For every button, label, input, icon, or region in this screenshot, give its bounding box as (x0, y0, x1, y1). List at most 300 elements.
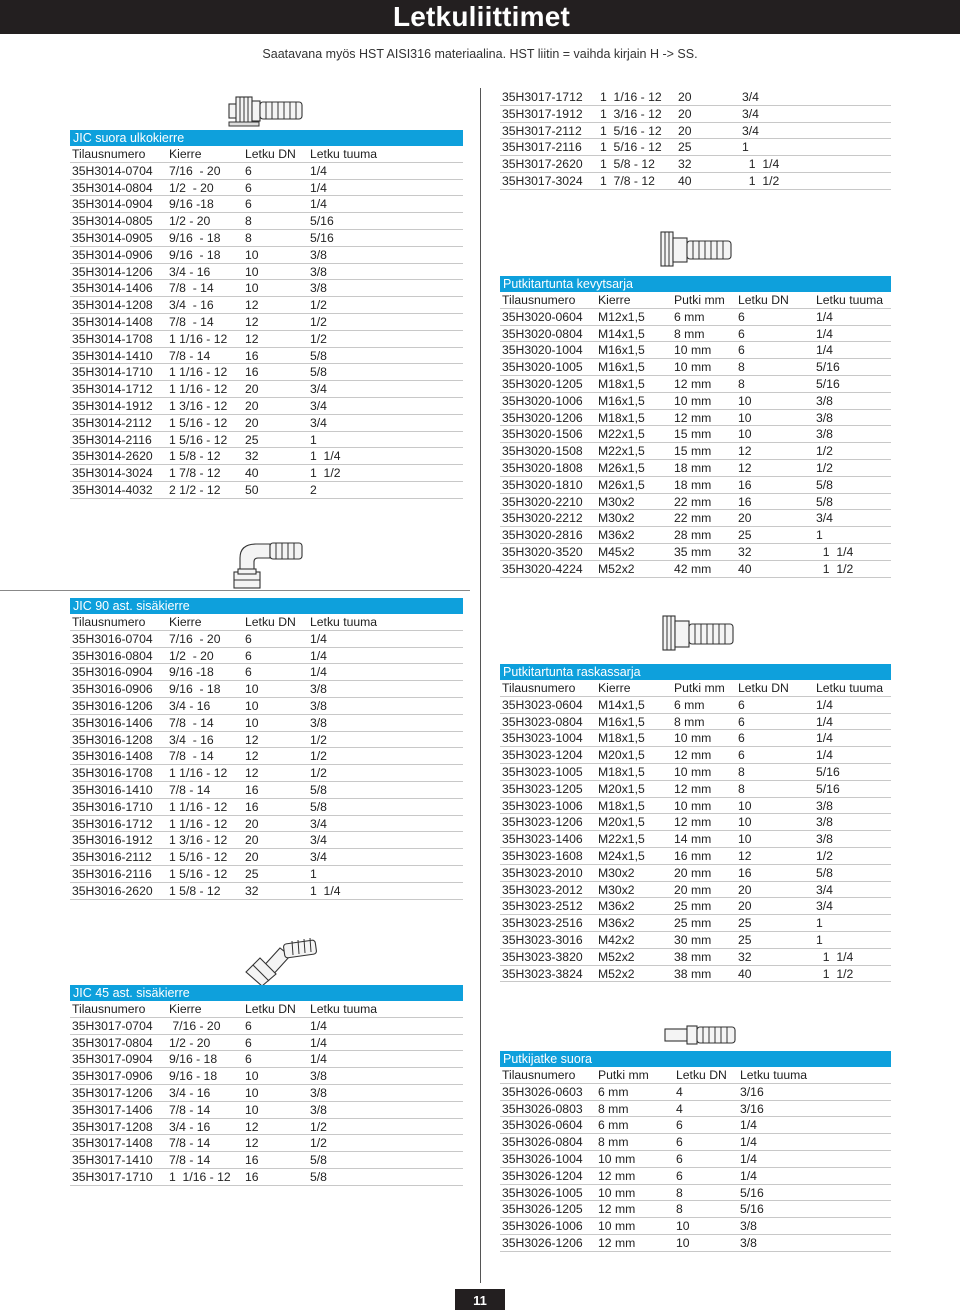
table-cell: 20 (245, 816, 259, 831)
table-cell: 35H3023-1206 (502, 815, 583, 830)
table-cell: 35H3017-1712 (502, 90, 583, 104)
table-cell: M16x1,5 (598, 360, 645, 375)
table-cell: 20 (678, 123, 692, 138)
table-cell: M52x2 (598, 966, 635, 981)
table-cell: 7/8 - 14 (169, 1102, 211, 1117)
table-cell: 5/16 (816, 376, 840, 391)
table-cell: 10 (245, 682, 259, 697)
table-cell: 6 mm (598, 1118, 629, 1133)
table-row (500, 1084, 891, 1101)
table-cell: 3/8 (740, 1219, 757, 1234)
column-header: Tilausnumero (72, 615, 146, 629)
table-row (500, 89, 891, 106)
column-header: Letku tuuma (816, 293, 884, 307)
table-cell: 35H3014-0805 (72, 214, 153, 229)
table-cell: 35H3016-1206 (72, 698, 153, 713)
table-row (500, 1101, 891, 1118)
table-cell: 1 5/8 - 12 (169, 449, 221, 464)
column-header: Putki mm (674, 681, 725, 695)
table-cell: 12 (738, 460, 752, 475)
table-cell: 1/4 (740, 1168, 757, 1183)
table-cell: 9/16 -18 (169, 665, 214, 680)
table-row (500, 1218, 891, 1235)
table-header (70, 614, 463, 631)
table-cell: M52x2 (598, 949, 635, 964)
table-cell: 35H3023-1608 (502, 848, 583, 863)
table-cell: 3/4 (742, 106, 759, 121)
table-cell: 35H3023-2012 (502, 882, 583, 897)
table-cell: 35H3014-4032 (72, 482, 153, 497)
table-cell: 6 mm (598, 1084, 629, 1099)
table-row (500, 1168, 891, 1185)
table-cell: 35H3014-1408 (72, 314, 153, 329)
table-cell: M36x2 (598, 916, 635, 931)
table-cell: 20 (738, 882, 752, 897)
table-cell: 3/4 - 16 (169, 298, 214, 313)
column-header: Tilausnumero (502, 1068, 576, 1082)
table-cell: 10 (676, 1219, 690, 1234)
table-row (70, 1018, 463, 1035)
table-cell: 1/4 (310, 197, 327, 212)
table-cell: M12x1,5 (598, 309, 645, 324)
table-cell: 3/4 (816, 511, 833, 526)
table-cell: 35H3023-3016 (502, 932, 583, 947)
table-cell: 1 5/16 - 12 (169, 850, 228, 865)
table-cell: 1/4 (310, 665, 327, 680)
table-cell: 35H3016-1708 (72, 766, 153, 781)
heavy-series-fitting-image (660, 612, 736, 656)
table-cell: 28 mm (674, 528, 712, 543)
column-header: Kierre (169, 1002, 202, 1016)
table-cell: 3/8 (310, 715, 327, 730)
table-cell: M18x1,5 (598, 410, 645, 425)
table-cell: 35H3026-0803 (502, 1101, 583, 1116)
table-cell: 3/16 (740, 1101, 764, 1116)
table-cell: 3/8 (310, 281, 327, 296)
table-cell: 12 mm (674, 410, 712, 425)
table-cell: 8 (738, 376, 745, 391)
table-cell: 32 (245, 449, 259, 464)
table-cell: M30x2 (598, 865, 635, 880)
table-cell: 3/4 (310, 382, 327, 397)
table-row (70, 631, 463, 648)
table-cell: 35H3026-1004 (502, 1151, 583, 1166)
table-cell: 35H3023-1004 (502, 731, 583, 746)
table-cell: M45x2 (598, 544, 635, 559)
table-cell: 1 1/4 (742, 157, 780, 172)
table-cell: 5/8 (310, 1169, 327, 1184)
table-cell: 1/4 (310, 1035, 327, 1050)
jic-45-table (70, 985, 463, 1186)
table-cell: 40 (738, 561, 752, 576)
table-cell: 16 (245, 348, 259, 363)
table-row (500, 544, 891, 561)
table-cell: 35H3020-2210 (502, 494, 583, 509)
table-cell: 35H3016-1408 (72, 749, 153, 764)
column-header: Letku tuuma (740, 1068, 808, 1082)
table-cell: 3/8 (816, 427, 833, 442)
table-row (500, 106, 891, 123)
table-cell: 1 5/8 - 12 (169, 883, 221, 898)
table-row (500, 747, 891, 764)
table-cell: 10 mm (674, 764, 712, 779)
table-cell: 32 (738, 544, 752, 559)
light-series-table (500, 276, 891, 578)
table-row (500, 798, 891, 815)
table-cell: 35H3016-1912 (72, 833, 153, 848)
table-row (70, 213, 463, 230)
table-row (500, 932, 891, 949)
table-cell: 5/16 (740, 1202, 764, 1217)
table-cell: 35H3023-3824 (502, 966, 583, 981)
table-cell: 20 (738, 899, 752, 914)
table-cell: 1/2 (310, 732, 327, 747)
table-cell: 35H3026-1204 (502, 1168, 583, 1183)
table-cell: 16 (245, 799, 259, 814)
table-cell: M26x1,5 (598, 460, 645, 475)
table-cell: 10 (738, 427, 752, 442)
table-cell: 12 mm (674, 781, 712, 796)
table-cell: 1/2 (310, 766, 327, 781)
table-cell: M16x1,5 (598, 393, 645, 408)
table-cell: 15 mm (674, 444, 712, 459)
table-cell: 1/4 (310, 1018, 327, 1033)
column-header: Kierre (598, 681, 631, 695)
table-row (500, 1151, 891, 1168)
table-cell: 1 1/16 - 12 (169, 799, 228, 814)
table-cell: 6 (676, 1135, 683, 1150)
table-cell: 35H3014-1406 (72, 281, 153, 296)
table-cell: 35H3016-0804 (72, 648, 153, 663)
table-cell: 16 (245, 782, 259, 797)
table-cell: 1 1/16 - 12 (169, 1169, 231, 1184)
section-title: JIC suora ulkokierre (70, 130, 463, 146)
table-cell: 35H3016-1208 (72, 732, 153, 747)
table-row (500, 426, 891, 443)
table-cell: 20 (678, 106, 692, 121)
section-title: Putkitartunta raskassarja (500, 664, 891, 680)
table-cell: 7/8 - 14 (169, 715, 214, 730)
column-header: Letku tuuma (816, 681, 884, 695)
table-cell: 1/2 (816, 460, 833, 475)
table-cell: 8 mm (674, 326, 705, 341)
column-header: Letku DN (245, 615, 296, 629)
table-row (500, 865, 891, 882)
column-divider (480, 88, 481, 1283)
table-cell: 2 1/2 - 12 (169, 482, 221, 497)
table-row (70, 230, 463, 247)
table-cell: 1 (310, 432, 317, 447)
table-cell: 35H3026-1005 (502, 1185, 583, 1200)
table-cell: 1 1/16 - 12 (169, 816, 228, 831)
table-cell: 3/4 (742, 90, 759, 104)
table-row (70, 247, 463, 264)
table-cell: 1/4 (740, 1135, 757, 1150)
table-cell: 1/4 (816, 309, 833, 324)
table-cell: 35H3016-1712 (72, 816, 153, 831)
table-cell: 4 (676, 1101, 683, 1116)
table-cell: 1/2 - 20 (169, 180, 214, 195)
table-cell: 35H3020-0804 (502, 326, 583, 341)
table-cell: 1 1/16 - 12 (169, 382, 228, 397)
table-cell: 3/4 (310, 415, 327, 430)
table-cell: 35H3020-1006 (502, 393, 583, 408)
table-cell: 1 1/2 (816, 561, 854, 576)
table-row (70, 832, 463, 849)
table-cell: M14x1,5 (598, 326, 645, 341)
table-cell: 9/16 -18 (169, 197, 214, 212)
table-header (500, 680, 891, 697)
table-cell: 10 (245, 1102, 259, 1117)
table-cell: 8 (676, 1202, 683, 1217)
table-row (500, 510, 891, 527)
table-header (500, 292, 891, 309)
table-row (500, 359, 891, 376)
section-title: JIC 90 ast. sisäkierre (70, 598, 463, 614)
table-cell: M36x2 (598, 528, 635, 543)
table-cell: 1/4 (816, 697, 833, 712)
table-cell: 16 (738, 865, 752, 880)
table-cell: 10 (245, 715, 259, 730)
table-row (500, 1117, 891, 1134)
table-cell: 35H3020-3520 (502, 544, 583, 559)
table-cell: 12 (245, 749, 259, 764)
table-cell: 32 (678, 157, 692, 172)
table-row (70, 883, 463, 900)
table-cell: 5/16 (310, 230, 334, 245)
table-cell: M18x1,5 (598, 731, 645, 746)
table-row (70, 264, 463, 281)
table-cell: 18 mm (674, 460, 712, 475)
table-row (500, 848, 891, 865)
table-cell: 1 1/2 (816, 966, 854, 981)
table-cell: 12 (245, 732, 259, 747)
table-cell: 10 (245, 1069, 259, 1084)
table-row (500, 326, 891, 343)
column-header: Letku tuuma (310, 147, 378, 161)
table-row (500, 443, 891, 460)
table-cell: 1 5/16 - 12 (600, 123, 662, 138)
table-cell: 35H3014-0905 (72, 230, 153, 245)
table-row (70, 465, 463, 482)
table-cell: M36x2 (598, 899, 635, 914)
table-row (70, 765, 463, 782)
table-cell: 35H3020-1506 (502, 427, 583, 442)
table-cell: 1 5/16 - 12 (169, 415, 228, 430)
table-row (500, 410, 891, 427)
table-cell: 1 (816, 916, 823, 931)
table-cell: 1 7/8 - 12 (169, 466, 221, 481)
table-cell: 35H3014-3024 (72, 466, 153, 481)
table-cell: 7/8 - 14 (169, 314, 214, 329)
table-cell: 35H3017-3024 (502, 173, 583, 188)
table-cell: 12 mm (674, 748, 712, 763)
table-cell: 3/8 (310, 698, 327, 713)
table-cell: 3/8 (816, 815, 833, 830)
table-cell: M20x1,5 (598, 748, 645, 763)
table-cell: 35H3017-0906 (72, 1069, 153, 1084)
table-cell: 8 (738, 764, 745, 779)
table-row (70, 364, 463, 381)
table-cell: 6 (738, 326, 745, 341)
table-cell: 1 (816, 932, 823, 947)
table-cell: 1 (742, 140, 749, 155)
table-cell: 3/8 (816, 410, 833, 425)
table-cell: 35H3020-1004 (502, 343, 583, 358)
table-cell: 35H3020-1005 (502, 360, 583, 375)
table-cell: 10 mm (598, 1185, 636, 1200)
table-cell: 1/2 (816, 848, 833, 863)
table-cell: 6 (245, 197, 252, 212)
table-cell: 5/8 (310, 348, 327, 363)
table-cell: 5/8 (816, 477, 833, 492)
table-cell: 1/4 (816, 343, 833, 358)
table-cell: 35H3016-2112 (72, 850, 152, 865)
table-cell: 35H3017-0804 (72, 1035, 153, 1050)
table-cell: 25 (738, 528, 752, 543)
table-cell: 35H3017-1410 (72, 1153, 153, 1168)
table-cell: 10 mm (674, 798, 712, 813)
table-cell: 5/16 (816, 360, 840, 375)
table-cell: 35H3014-1712 (72, 382, 153, 397)
table-cell: 10 (245, 698, 259, 713)
table-cell: 35H3014-1206 (72, 264, 153, 279)
table-cell: 12 (245, 314, 259, 329)
table-cell: 1 (310, 866, 317, 881)
table-cell: 3/8 (310, 1069, 327, 1084)
table-cell: 38 mm (674, 966, 712, 981)
table-cell: 35H3023-1006 (502, 798, 583, 813)
table-row (70, 1102, 463, 1119)
table-cell: 35H3023-0604 (502, 697, 583, 712)
table-cell: 16 (245, 365, 259, 380)
table-cell: 35H3023-1005 (502, 764, 583, 779)
table-cell: 1/2 (816, 444, 833, 459)
table-cell: 20 (245, 833, 259, 848)
table-cell: 35H3026-0804 (502, 1135, 583, 1150)
table-row (500, 1201, 891, 1218)
table-cell: 35H3020-1205 (502, 376, 583, 391)
table-cell: 35H3017-1406 (72, 1102, 153, 1117)
table-cell: 12 mm (598, 1168, 636, 1183)
pipe-extension-fitting-image (662, 1020, 738, 1050)
table-cell: M18x1,5 (598, 376, 645, 391)
table-cell: 18 mm (674, 477, 712, 492)
column-header: Letku tuuma (310, 615, 378, 629)
table-cell: 8 (245, 230, 252, 245)
table-row (70, 348, 463, 365)
table-row (70, 1135, 463, 1152)
table-cell: 32 (245, 883, 259, 898)
table-cell: 4 (676, 1084, 683, 1099)
table-cell: 10 (738, 815, 752, 830)
table-cell: M52x2 (598, 561, 635, 576)
table-cell: 3/4 - 16 (169, 1085, 211, 1100)
table-cell: 35H3020-2212 (502, 511, 583, 526)
table-cell: 35H3017-2620 (502, 157, 583, 172)
table-cell: 20 (245, 415, 259, 430)
table-cell: 25 (738, 932, 752, 947)
table-cell: 5/8 (310, 782, 327, 797)
table-cell: 1 1/4 (816, 949, 854, 964)
table-cell: 10 mm (674, 360, 712, 375)
table-row (500, 831, 891, 848)
heavy-series-table (500, 664, 891, 982)
table-cell: 35H3016-1710 (72, 799, 153, 814)
table-cell: 32 (738, 949, 752, 964)
table-cell: 20 (245, 850, 259, 865)
table-cell: 35H3023-2512 (502, 899, 583, 914)
table-cell: 35H3014-0804 (72, 180, 153, 195)
table-row (500, 882, 891, 899)
column-header: Kierre (169, 147, 202, 161)
table-cell: 3/4 - 16 (169, 1119, 211, 1134)
table-cell: 7/8 - 14 (169, 749, 214, 764)
table-cell: 1/4 (816, 326, 833, 341)
table-cell: 8 (676, 1185, 683, 1200)
table-cell: 20 (738, 511, 752, 526)
column-header: Letku DN (738, 293, 789, 307)
table-cell: 25 (678, 140, 692, 155)
table-cell: 12 (245, 298, 259, 313)
table-cell: M30x2 (598, 494, 635, 509)
table-cell: 10 mm (674, 393, 712, 408)
table-cell: 6 (245, 1052, 252, 1067)
pipe-extension-table (500, 1051, 891, 1252)
table-cell: 1/4 (740, 1151, 757, 1166)
table-cell: 35H3016-0704 (72, 631, 153, 646)
table-row (70, 1035, 463, 1052)
table-cell: 35H3017-1710 (72, 1169, 153, 1184)
table-row (500, 814, 891, 831)
table-row (500, 393, 891, 410)
table-cell: 9/16 - 18 (169, 1069, 218, 1084)
column-header: Kierre (598, 293, 631, 307)
table-cell: 10 (245, 264, 259, 279)
table-cell: 35H3014-0906 (72, 247, 153, 262)
straight-male-fitting-image (226, 92, 306, 128)
table-cell: 5/16 (310, 214, 334, 229)
table-row (500, 697, 891, 714)
table-cell: 10 (245, 281, 259, 296)
table-cell: 1/2 (310, 749, 327, 764)
table-cell: 5/8 (816, 865, 833, 880)
table-row (70, 180, 463, 197)
table-cell: M20x1,5 (598, 815, 645, 830)
table-header (70, 1001, 463, 1018)
table-cell: 1 1/4 (310, 449, 341, 464)
table-row (70, 715, 463, 732)
table-cell: 1/4 (816, 748, 833, 763)
table-cell: 1 1/2 (742, 173, 780, 188)
table-cell: 8 (738, 781, 745, 796)
section-title: JIC 45 ast. sisäkierre (70, 985, 463, 1001)
table-cell: 9/16 - 18 (169, 247, 221, 262)
table-cell: 1/4 (310, 180, 327, 195)
table-row (70, 381, 463, 398)
table-cell: 12 mm (598, 1235, 636, 1250)
table-row (500, 730, 891, 747)
table-cell: 1 3/16 - 12 (169, 833, 228, 848)
table-cell: 1 1/4 (310, 883, 341, 898)
table-cell: 1/2 - 20 (169, 648, 214, 663)
table-cell: 35H3016-2116 (72, 866, 152, 881)
table-cell: 6 mm (674, 697, 705, 712)
table-cell: 12 (245, 1136, 259, 1151)
table-cell: 35H3017-0704 (72, 1018, 153, 1033)
table-cell: 6 (738, 309, 745, 324)
table-cell: 1 3/16 - 12 (169, 398, 228, 413)
